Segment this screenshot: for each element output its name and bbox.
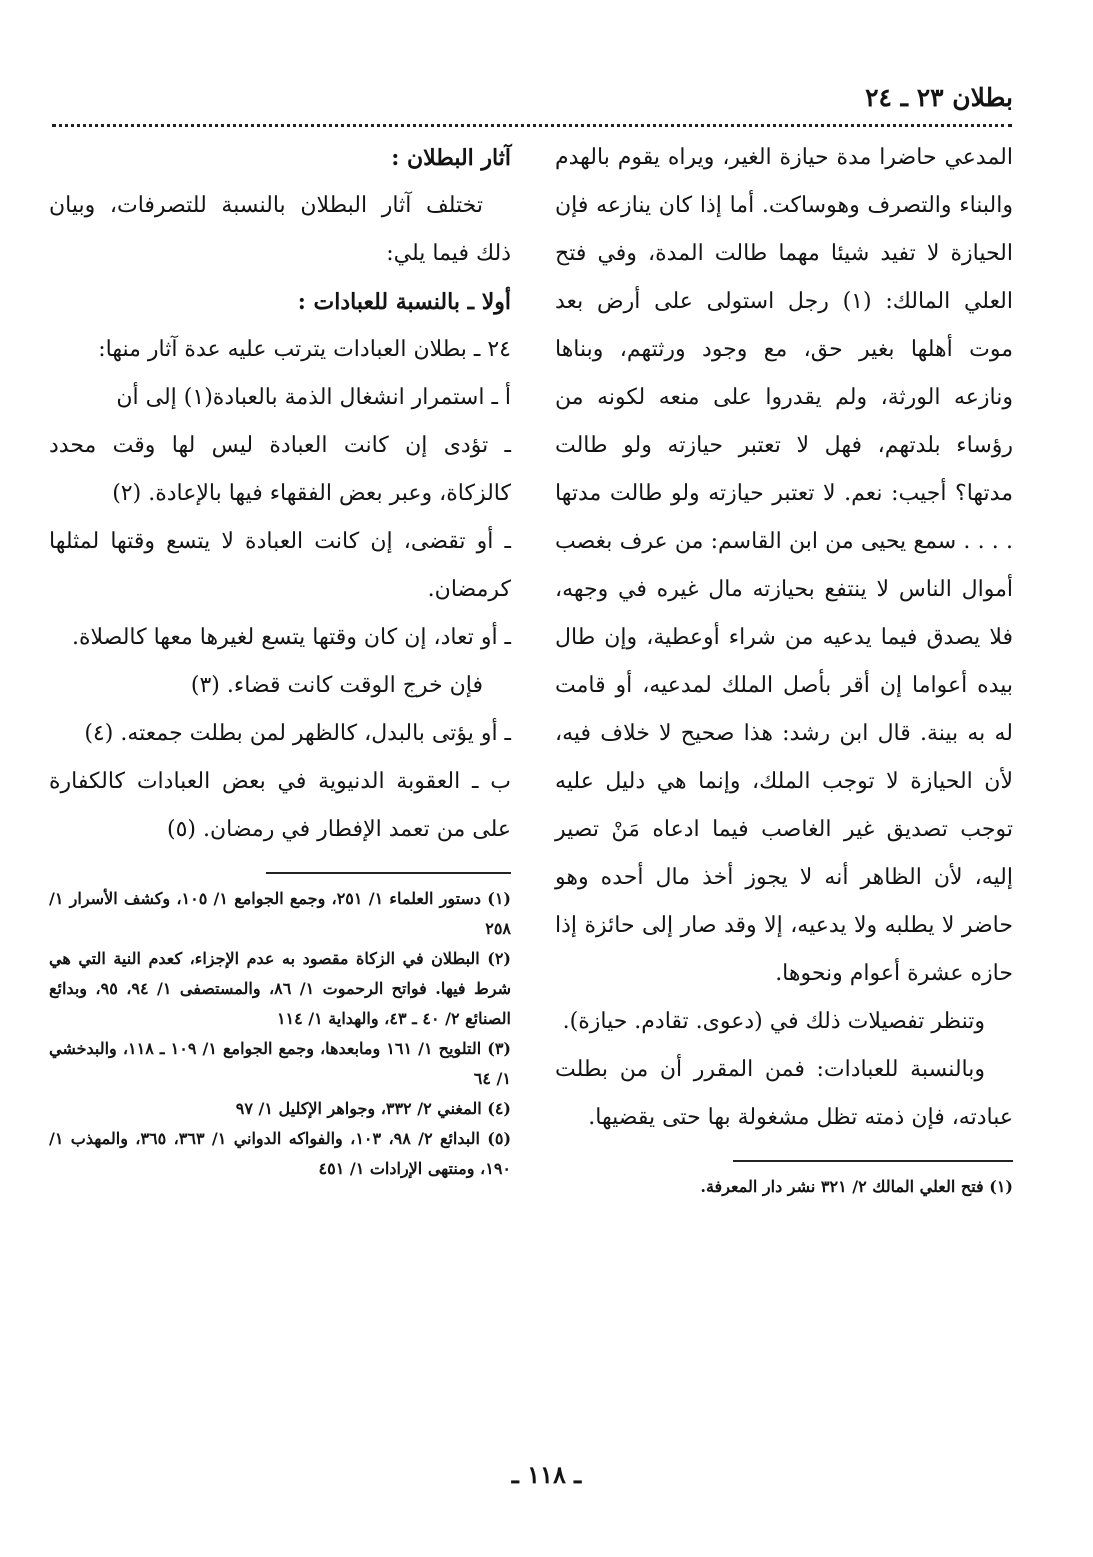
left-paragraph-3: ـ تؤدى إن كانت العبادة ليس لها وقت محدد كالزكاة، وعبر بعض الفقهاء فيها بالإعادة. (٢) — [49, 433, 511, 506]
left-paragraph-8: ب ـ العقوبة الدنيوية في بعض العبادات كالكفارة على من تعمد الإفطار في رمضان. (٥) — [49, 769, 511, 842]
left-footnote-divider — [266, 872, 511, 874]
left-column — [49, 134, 511, 1184]
right-paragraph-3: وبالنسبة للعبادات: فمن المقرر أن من بطلت عبادته، فإن ذمته تظل مشغولة بها حتى يقضيها. — [555, 1057, 1013, 1130]
left-paragraph-2: أ ـ استمرار انشغال الذمة بالعبادة(١) إلى أن — [116, 385, 511, 410]
section-subheading: أولا ـ بالنسبة للعبادات : — [297, 289, 511, 315]
left-footnote-5: (٥) البدائع ٢/ ٩٨، ١٠٣، والفواكه الدواني ١/ ٣٦٣، ٣٦٥، والمهذب ١/ ١٩٠، ومنتهى الإرادات ١/ ٤٥١ — [49, 1129, 512, 1178]
left-footnote-3: (٣) التلويح ١/ ١٦١ ومابعدها، وجمع الجوامع ١/ ١٠٩ ـ ١١٨، والبدخشي ١/ ٦٤ — [49, 1039, 511, 1088]
left-paragraph-5: ـ أو تعاد، إن كان وقتها يتسع لغيرها معها كالصلاة. — [71, 625, 511, 650]
left-paragraph-7: ـ أو يؤتى بالبدل، كالظهر لمن بطلت جمعته. (٤) — [84, 721, 511, 746]
section-heading: آثار البطلان : — [391, 145, 511, 171]
header-title: بطلان ٢٣ ـ ٢٤ — [865, 83, 1013, 112]
right-column — [555, 134, 1013, 1202]
right-footnote-1: (١) فتح العلي المالك ٢/ ٣٢١ نشر دار المعرفة. — [700, 1177, 1013, 1196]
right-paragraph-2: وتنظر تفصيلات ذلك في (دعوى. تقادم. حيازة). — [562, 1009, 985, 1034]
header-divider — [52, 124, 1012, 127]
left-paragraph-1: ٢٤ ـ بطلان العبادات يترتب عليه عدة آثار منها: — [98, 337, 511, 362]
left-paragraph-6: فإن خرج الوقت كانت قضاء. (٣) — [190, 673, 483, 698]
left-paragraph-4: ـ أو تقضى، إن كانت العبادة لا يتسع وقتها لمثلها كرمضان. — [49, 529, 511, 602]
left-footnote-1: (١) دستور العلماء ١/ ٢٥١، وجمع الجوامع ١/ ١٠٥، وكشف الأسرار ١/ ٢٥٨ — [49, 889, 511, 938]
left-footnote-4: (٤) المغني ٢/ ٣٣٢، وجواهر الإكليل ١/ ٩٧ — [235, 1099, 511, 1118]
right-footnote-divider — [733, 1160, 1013, 1162]
left-footnote-2: (٢) البطلان في الزكاة مقصود به عدم الإجزاء، كعدم النية التي هي شرط فيها. فواتح الرحموت ١/ ٨٦، والمستصفى ١/ ٩٤، ٩٥، وبدائع الصنائع ٢/ ٤٠ ـ ٤٣، والهداية ١/ ١١٤ — [49, 949, 512, 1028]
section-intro: تختلف آثار البطلان بالنسبة للتصرفات، وبيان ذلك فيما يلي: — [49, 193, 511, 266]
right-paragraph-1: المدعي حاضرا مدة حيازة الغير، ويراه يقوم بالهدم والبناء والتصرف وهوساكت. أما إذا كان ينازعه فإن الحيازة لا تفيد شيئا مهما طالت المدة، وفي فتح العلي المالك: (١) رجل استولى على أرض بعد موت أهلها بغير حق، مع وجود ورثتهم، وبناها ونازعه الورثة، ولم يقدروا على منعه لكونه من رؤساء بلدتهم، فهل لا تعتبر حيازته ولو طالت مدتها؟ أجيب: نعم. لا تعتبر حيازته ولو طالت مدتها . . . . سمع يحيى من ابن القاسم: من عرف بغصب أموال الناس لا ينتفع بحيازته مال غيره في وجهه، فلا يصدق فيما يدعيه من شراء أوعطية، وإن طال بيده أعواما إن أقر بأصل الملك لمدعيه، أو قامت له به بينة. قال ابن رشد: هذا صحيح لا خلاف فيه، لأن الحيازة لا توجب الملك، وإنما هي دليل عليه توجب تصديق غير الغاصب فيما ادعاه مَنْ تصير إليه، لأن الظاهر أنه لا يجوز أخذ مال أحده وهو حاضر لا يطلبه ولا يدعيه، إلا وقد صار إلى حائزة إذا حازه عشرة أعوام ونحوها. — [555, 145, 1014, 986]
page-header — [78, 78, 1013, 118]
page-number: ـ ١١٨ ـ — [511, 1460, 582, 1489]
